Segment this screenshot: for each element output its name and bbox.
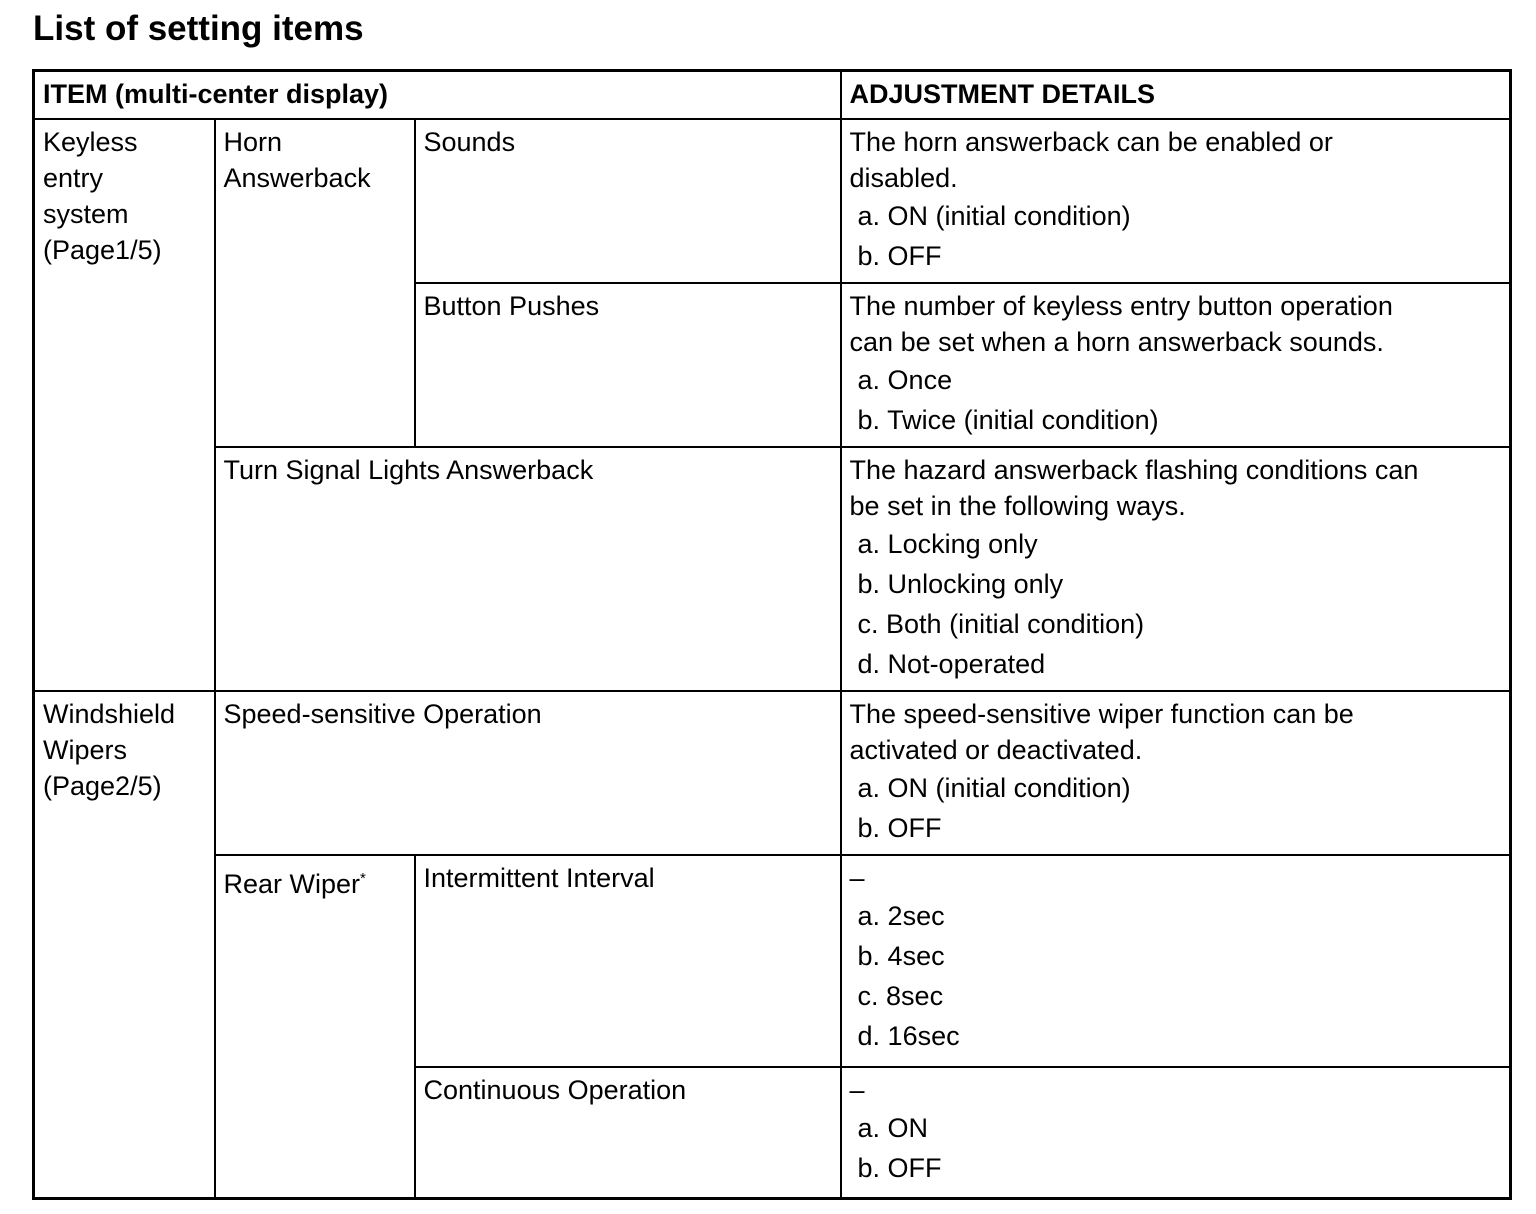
option-item: a. ON (initial condition) bbox=[857, 772, 1131, 803]
group-label-line: (Page2/5) bbox=[43, 770, 162, 801]
group-keyless-entry bbox=[34, 119, 215, 691]
group-label-line: entry bbox=[43, 162, 104, 193]
subgroup-label-line: Answerback bbox=[223, 162, 371, 193]
details-text-line: – bbox=[849, 1074, 865, 1105]
details-intermittent-interval bbox=[841, 855, 1511, 1067]
item-speed-sensitive-operation: Speed-sensitive Operation bbox=[215, 691, 841, 855]
option-item: a. ON (initial condition) bbox=[857, 200, 1131, 231]
item-intermittent-interval: Intermittent Interval bbox=[415, 855, 841, 1067]
subgroup-horn-answerback bbox=[215, 119, 415, 447]
group-label-line: Wipers bbox=[43, 734, 128, 765]
details-text-line: The hazard answerback flashing conditions can bbox=[849, 454, 1419, 485]
option-item: b. OFF bbox=[857, 240, 942, 271]
item-button-pushes: Button Pushes bbox=[415, 283, 841, 447]
option-item: b. OFF bbox=[857, 812, 942, 843]
subgroup-label-line: Horn bbox=[223, 126, 283, 157]
table-row bbox=[34, 691, 1511, 855]
details-text-line: The speed-sensitive wiper function can be bbox=[849, 698, 1354, 729]
page-title: List of setting items bbox=[33, 9, 364, 48]
option-item: a. ON bbox=[857, 1112, 929, 1143]
details-speed-sensitive-operation bbox=[841, 691, 1511, 855]
group-label-line: (Page1/5) bbox=[43, 234, 162, 265]
group-label-line: system bbox=[43, 198, 129, 229]
details-text-line: disabled. bbox=[849, 162, 958, 193]
subgroup-rear-wiper bbox=[215, 855, 415, 1199]
option-item: a. 2sec bbox=[857, 900, 945, 931]
option-item: b. Unlocking only bbox=[857, 568, 1064, 599]
item-sounds: Sounds bbox=[415, 119, 841, 283]
table-row bbox=[34, 447, 1511, 691]
table-header-row bbox=[34, 71, 1511, 119]
option-item: a. Locking only bbox=[857, 528, 1038, 559]
option-item: c. 8sec bbox=[857, 980, 944, 1011]
details-button-pushes bbox=[841, 283, 1511, 447]
details-text-line: activated or deactivated. bbox=[849, 734, 1143, 765]
option-item: d. Not-operated bbox=[857, 648, 1046, 679]
option-item: b. OFF bbox=[857, 1152, 942, 1183]
option-item: b. Twice (initial condition) bbox=[857, 404, 1159, 435]
details-text-line: be set in the following ways. bbox=[849, 490, 1186, 521]
option-item: a. Once bbox=[857, 364, 953, 395]
item-turn-signal-answerback: Turn Signal Lights Answerback bbox=[215, 447, 841, 691]
header-details: ADJUSTMENT DETAILS bbox=[841, 71, 1511, 119]
details-text-line: The horn answerback can be enabled or bbox=[849, 126, 1333, 157]
settings-table bbox=[32, 69, 1512, 1200]
details-sounds bbox=[841, 119, 1511, 283]
option-item: b. 4sec bbox=[857, 940, 945, 971]
group-windshield-wipers bbox=[34, 691, 215, 1199]
table-row bbox=[34, 119, 1511, 283]
group-label-line: Keyless bbox=[43, 126, 138, 157]
details-turn-signal-answerback bbox=[841, 447, 1511, 691]
group-label-line: Windshield bbox=[43, 698, 176, 729]
option-item: d. 16sec bbox=[857, 1020, 960, 1051]
subgroup-label: Rear Wiper bbox=[223, 868, 361, 899]
details-text-line: – bbox=[849, 862, 865, 893]
header-item: ITEM (multi-center display) bbox=[34, 71, 841, 119]
details-text-line: The number of keyless entry button operation bbox=[849, 290, 1393, 321]
details-continuous-operation bbox=[841, 1067, 1511, 1199]
details-text-line: can be set when a horn answerback sounds. bbox=[849, 326, 1384, 357]
option-item: c. Both (initial condition) bbox=[857, 608, 1145, 639]
table-row bbox=[34, 855, 1511, 1067]
item-continuous-operation: Continuous Operation bbox=[415, 1067, 841, 1199]
footnote-mark: * bbox=[360, 869, 366, 887]
